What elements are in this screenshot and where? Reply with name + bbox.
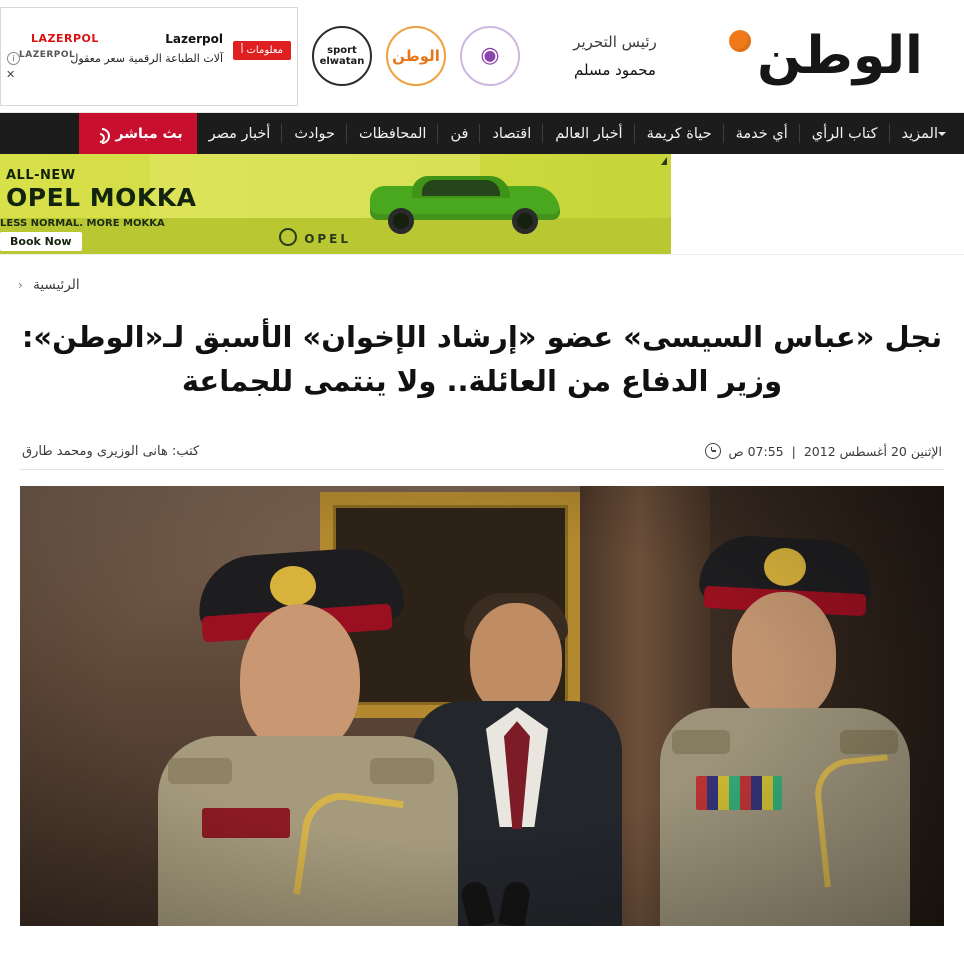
- article-date: الإثنين 20 أغسطس 2012: [803, 443, 942, 459]
- nav-item-art[interactable]: فن: [438, 113, 480, 154]
- opel-logo-icon: [279, 228, 297, 246]
- microphone-icon-2: [498, 880, 531, 926]
- nav-item-decent-life[interactable]: حياة كريمة: [635, 113, 724, 154]
- site-logo[interactable]: [696, 26, 964, 86]
- ad-footer-brand: [275, 228, 351, 246]
- ad-badge-label: معلومات أ: [233, 41, 291, 60]
- nav-items-list: [197, 113, 964, 154]
- nav-item-world-news[interactable]: أخبار العالم: [543, 113, 634, 154]
- nav-item-any-service[interactable]: أي خدمة: [724, 113, 800, 154]
- info-icon[interactable]: i: [7, 52, 20, 65]
- officer-cap-badge-shape: [764, 548, 806, 586]
- primary-officer-shoulder-board-left: [168, 758, 232, 784]
- car-wheel-front: [388, 208, 414, 234]
- adchoices-icon[interactable]: [655, 157, 667, 169]
- microphone-icon-1: [459, 880, 495, 926]
- logo-dot-icon: [729, 30, 751, 52]
- nav-item-more[interactable]: [890, 113, 964, 154]
- officer-shoulder-board-left: [672, 730, 730, 754]
- primary-officer-shoulder-board-right: [370, 758, 434, 784]
- nav-item-opinion-writers[interactable]: كتاب الرأي: [800, 113, 890, 154]
- headline-line-1: نجل «عباس السيسى» عضو «إرشاد الإخوان» الأسبق لـ«الوطن»:: [21, 320, 943, 354]
- live-stream-button[interactable]: [79, 113, 197, 154]
- clock-icon: [705, 443, 721, 459]
- car-illustration: [370, 176, 560, 234]
- sister-site-logo-2[interactable]: الوطن: [386, 26, 446, 86]
- car-window-shape: [422, 180, 500, 196]
- site-header: [0, 0, 964, 113]
- ad-brand-line-label: ALL-NEW: [6, 168, 76, 183]
- nav-item-governorates[interactable]: المحافظات: [347, 113, 439, 154]
- hero-officer-primary: [150, 526, 470, 926]
- close-icon[interactable]: ✕: [6, 67, 16, 81]
- ad-brand-line: [6, 168, 197, 210]
- primary-officer-cap-badge-shape: [270, 566, 316, 606]
- chevron-left-icon: ‹: [18, 278, 23, 292]
- broadcast-icon: [93, 126, 109, 142]
- leaderboard-ad[interactable]: [0, 154, 964, 255]
- live-label: بث مباشر: [115, 125, 183, 142]
- car-wheel-rear: [512, 208, 538, 234]
- article-time: 07:55 ص: [728, 443, 784, 459]
- article-container: [0, 315, 964, 470]
- primary-officer-medal-shape: [202, 808, 290, 838]
- nav-item-accidents[interactable]: حوادث: [282, 113, 347, 154]
- main-navigation: [0, 113, 964, 154]
- article-meta: [20, 425, 944, 470]
- editor-info: [534, 28, 696, 85]
- header-ad-banner[interactable]: [0, 7, 298, 106]
- primary-officer-head-shape: [240, 604, 360, 754]
- sister-sites-list: [298, 26, 534, 86]
- officer-shoulder-board-right: [840, 730, 898, 754]
- breadcrumb-home-link[interactable]: الرئيسية: [33, 277, 80, 293]
- sister-site-logo-3[interactable]: sport elwatan: [312, 26, 372, 86]
- officer-head-shape: [732, 592, 836, 720]
- ad-brand-sub-label: LAZERPOL: [19, 49, 76, 60]
- breadcrumb: [0, 255, 964, 305]
- editor-name-label: محمود مسلم: [574, 61, 656, 79]
- leaderboard-ad-creative[interactable]: [0, 154, 671, 254]
- ad-brand-label: LAZERPOL: [31, 31, 99, 45]
- nav-item-economy[interactable]: اقتصاد: [480, 113, 543, 154]
- ad-product-title: OPEL MOKKA: [6, 183, 197, 212]
- microphones: [440, 862, 560, 926]
- page-title: [20, 315, 944, 403]
- ad-cta-button[interactable]: Book Now: [0, 232, 82, 251]
- civilian-head-shape: [470, 603, 562, 715]
- headline-line-2: وزير الدفاع من العائلة.. ولا ينتمى للجماعة: [181, 364, 783, 399]
- ad-headline-label: آلات الطباعة الرقمية سعر معقول: [70, 51, 223, 65]
- sister-site-logo-1[interactable]: ◉: [460, 26, 520, 86]
- officer-aiguillette-cord: [812, 755, 901, 888]
- hero-officer-secondary: [660, 508, 910, 926]
- adchoices-triangle-shape: [661, 157, 667, 165]
- ad-subtitle: LESS NORMAL. MORE MOKKA: [0, 218, 165, 229]
- site-logo-text: الوطن: [757, 26, 923, 86]
- article-hero-image: [20, 486, 944, 926]
- article-timestamp: [705, 443, 943, 459]
- nav-item-egypt-news[interactable]: أخبار مصر: [197, 113, 283, 154]
- ad-title-label: Lazerpol: [165, 31, 223, 46]
- article-byline: كتب: هانى الوزيرى ومحمد طارق: [22, 443, 200, 459]
- ad-footer-brand-label: OPEL: [304, 232, 352, 246]
- meta-separator: |: [791, 443, 796, 459]
- officer-medal-ribbons: [696, 776, 782, 810]
- nav-item-label: المزيد: [901, 125, 938, 142]
- editor-role-label: رئيس التحرير: [573, 32, 657, 51]
- chevron-down-icon: [938, 132, 946, 136]
